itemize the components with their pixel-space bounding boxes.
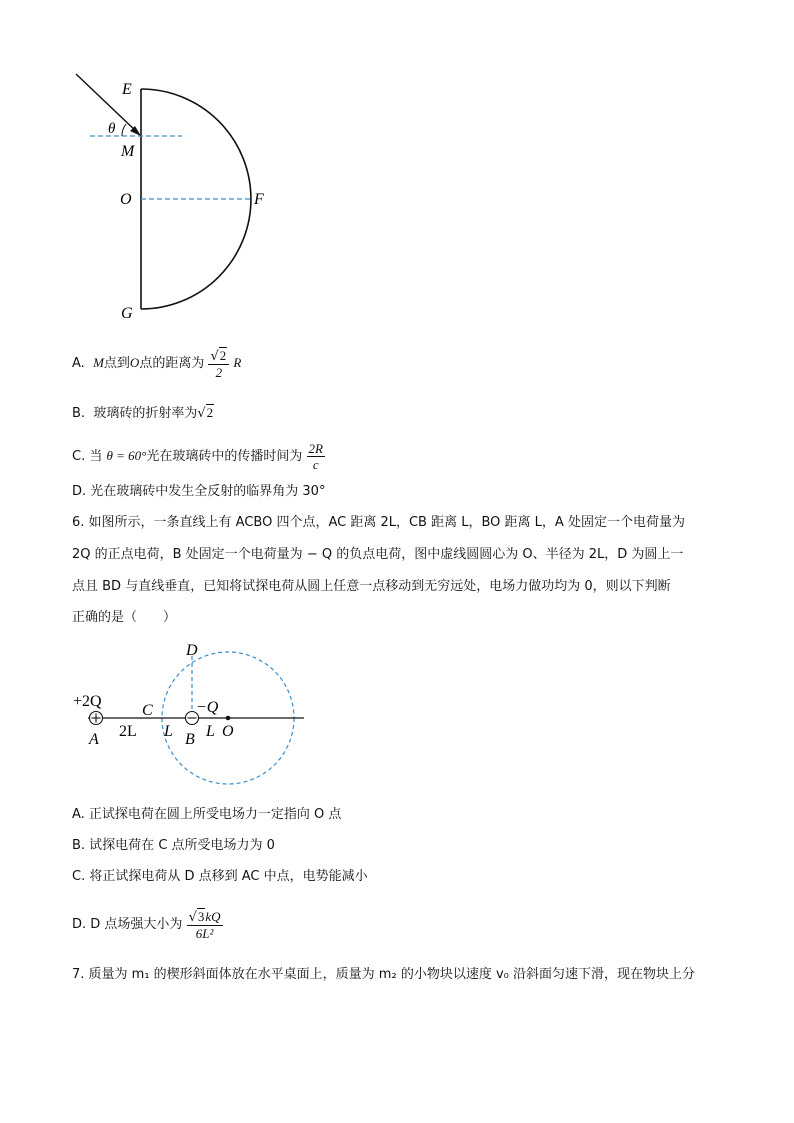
label-F: F [254, 191, 264, 208]
q5-option-a: A. M点到O点的距离为 $\frac{√2}{2}$ R [72, 347, 242, 380]
q6-option-d: D. D 点场强大小为 $\frac{√3kQ}{\text{6L²}}$ [72, 908, 221, 941]
label-L1: L [164, 723, 173, 740]
q5-option-d: D. 光在玻璃砖中发生全反射的临界角为 30° [72, 484, 326, 499]
q5-option-c: C. 当 θ = 60°光在玻璃砖中的传播时间为 $\frac{2R}{c}$ [72, 441, 323, 472]
label-2L: 2L [119, 723, 137, 740]
q7-line-1: 7. 质量为 m₁ 的楔形斜面体放在水平桌面上，质量为 m₂ 的小物块以速度 v₀ 沿斜面匀速下滑，现在物块上分 [72, 967, 695, 982]
label-theta: θ [108, 121, 116, 137]
label-plus2Q: +2Q [73, 693, 102, 710]
label-D: D [186, 642, 198, 659]
label-O2: O [222, 723, 234, 740]
label-G: G [121, 305, 133, 322]
q6-option-b: B. 试探电荷在 C 点所受电场力为 0 [72, 838, 275, 853]
q6-line-2: 2Q 的正点电荷，B 处固定一个电荷量为 − Q 的负点电荷，图中虚线圆圆心为 O、半径为 2L，D 为圆上一 [72, 547, 684, 562]
label-M: M [121, 143, 135, 160]
semicircle-figure [60, 68, 290, 328]
label-C: C [142, 702, 153, 719]
q6-line-3: 点且 BD 与直线垂直，已知将试探电荷从圆上任意一点移动到无穷远处，电场力做功均为 0，则以下判断 [72, 579, 671, 594]
label-B: B [185, 731, 195, 748]
label-E: E [122, 81, 132, 98]
q6-option-a: A. 正试探电荷在圆上所受电场力一定指向 O 点 [72, 807, 342, 822]
point-O [226, 716, 231, 721]
label-minusQ: −Q [196, 699, 219, 716]
q6-line-1: 6. 如图所示，一条直线上有 ACBO 四个点，AC 距离 2L，CB 距离 L，BO 距离 L，A 处固定一个电荷量为 [72, 515, 685, 530]
charge-figure [68, 636, 318, 796]
q5-option-b: B. 玻璃砖的折射率为√2 [72, 405, 214, 421]
q6-line-4: 正确的是（ ） [72, 610, 177, 625]
label-O: O [120, 191, 132, 208]
angle-arc [122, 124, 126, 136]
label-A: A [89, 731, 99, 748]
label-L2: L [206, 723, 215, 740]
q6-option-c: C. 将正试探电荷从 D 点移到 AC 中点，电势能减小 [72, 869, 368, 884]
